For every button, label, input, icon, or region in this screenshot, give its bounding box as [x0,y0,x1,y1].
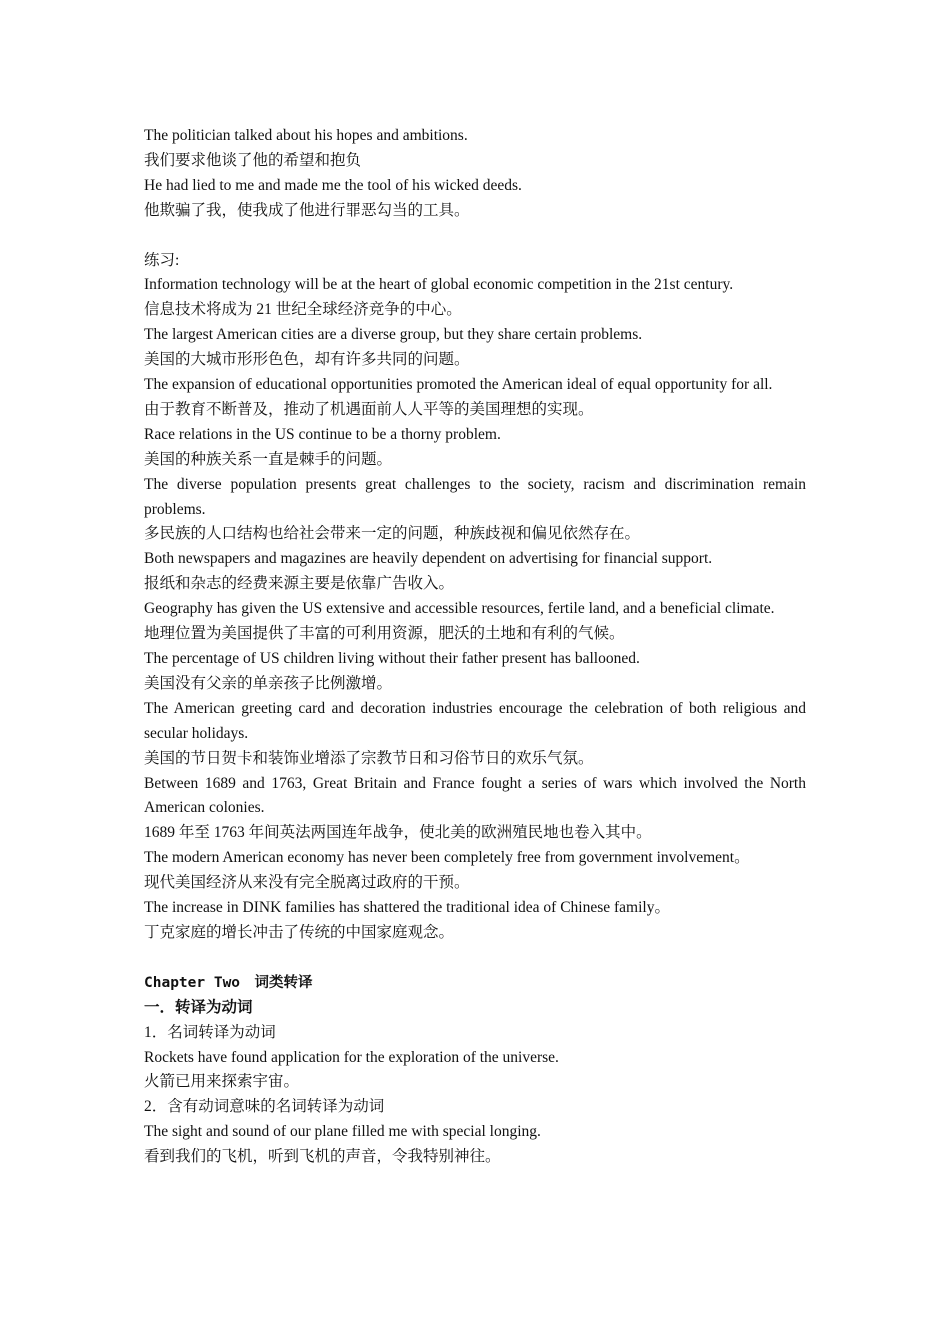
text-line: Geography has given the US extensive and accessible resources, fertile land, and a beneficial climate. [144,600,775,618]
text-line: 看到我们的飞机，听到飞机的声音，令我特别神往。 [144,1148,501,1166]
text-line: 美国没有父亲的单亲孩子比例激增。 [144,674,393,692]
chapter-block [144,1021,806,1170]
blank-line [144,224,806,249]
text-line: 丁克家庭的增长冲击了传统的中国家庭观念。 [144,923,455,941]
text-line: 火箭已用来探索宇宙。 [144,1073,300,1091]
text-line: 现代美国经济从来没有完全脱离过政府的干预。 [144,874,470,892]
text-line: 美国的大城市形形色色，却有许多共同的问题。 [144,351,470,369]
text-line: The largest American cities are a diverse group, but they share certain problems. [144,326,643,344]
subsection-title: 1．名词转译为动词 [144,1023,276,1041]
text-line: The percentage of US children living without their father present has ballooned. [144,650,640,668]
text-line: 报纸和杂志的经费来源主要是依靠广告收入。 [144,575,455,593]
text-line: Race relations in the US continue to be a thorny problem. [144,425,501,443]
text-line: 美国的种族关系一直是棘手的问题。 [144,450,393,468]
text-line: 由于教育不断普及，推动了机遇面前人人平等的美国理想的实现。 [144,400,594,418]
text-line: He had lied to me and made me the tool of his wicked deeds. [144,176,522,194]
text-line: Rockets have found application for the exploration of the universe. [144,1048,559,1066]
text-line: 我们要求他谈了他的希望和抱负 [144,151,362,169]
text-line: The modern American economy has never been completely free from government involvement。 [144,849,750,867]
exercise-label: 练习: [144,251,180,269]
text-line: Between 1689 and 1763, Great Britain and France fought a series of wars which involved the North American colonies. [144,774,806,817]
chapter-title: Chapter Two 词类转译 [144,974,313,991]
section-title: 一．转译为动词 [144,998,253,1016]
document-page [144,124,806,1170]
text-line: Both newspapers and magazines are heavily dependent on advertising for financial support. [144,550,713,568]
text-line: The expansion of educational opportunities promoted the American ideal of equal opportunity for all. [144,376,773,394]
text-line: The politician talked about his hopes and ambitions. [144,127,468,144]
text-line: 信息技术将成为 21 世纪全球经济竞争的中心。 [144,301,462,319]
text-line: 美国的节日贺卡和装饰业增添了宗教节日和习俗节日的欢乐气氛。 [144,749,594,767]
text-line: The diverse population presents great challenges to the society, racism and discrimination remain problems. [144,475,806,518]
text-line: The American greeting card and decoration industries encourage the celebration of both religious and secular holidays. [144,699,806,742]
exercise-block [144,273,806,945]
text-line: Information technology will be at the heart of global economic competition in the 21st century. [144,276,734,294]
intro-block [144,124,806,224]
text-line: The sight and sound of our plane filled me with special longing. [144,1123,541,1141]
subsection-title: 2．含有动词意味的名词转译为动词 [144,1098,385,1116]
text-line: 1689 年至 1763 年间英法两国连年战争，使北美的欧洲殖民地也卷入其中。 [144,824,652,842]
text-line: 多民族的人口结构也给社会带来一定的问题，种族歧视和偏见依然存在。 [144,525,641,543]
text-line: The increase in DINK families has shattered the traditional idea of Chinese family。 [144,899,670,917]
text-line: 地理位置为美国提供了丰富的可利用资源，肥沃的土地和有利的气候。 [144,625,625,643]
blank-line [144,946,806,971]
text-line: 他欺骗了我，使我成了他进行罪恶勾当的工具。 [144,201,470,219]
